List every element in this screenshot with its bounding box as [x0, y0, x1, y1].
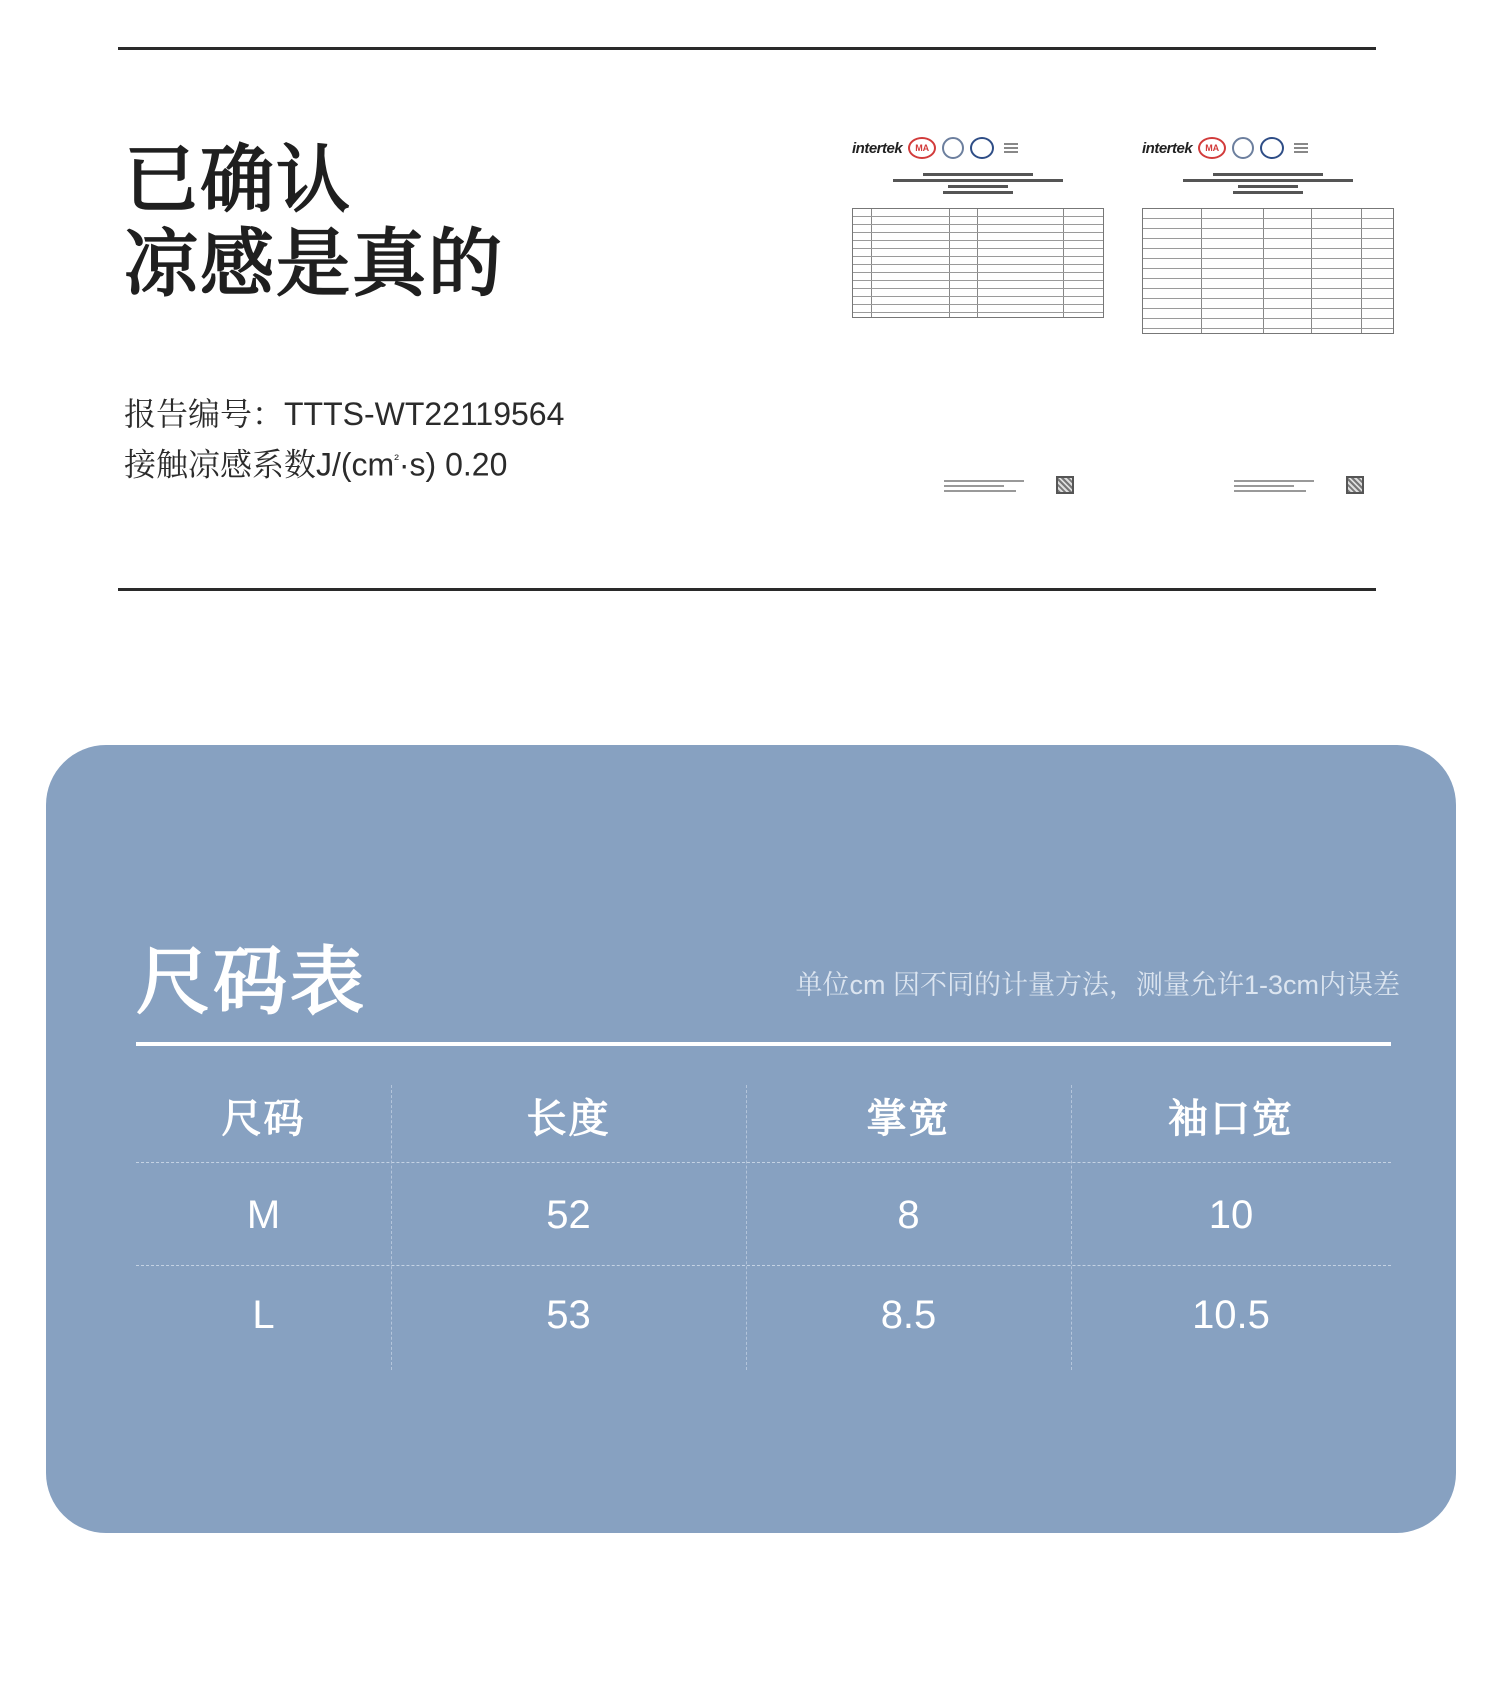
report-header — [852, 135, 1104, 161]
bottom-divider — [118, 588, 1376, 591]
report-title-block — [1142, 173, 1394, 194]
header-palm-width: 掌宽 — [866, 1096, 951, 1141]
cell-palm-width: 8.5 — [880, 1292, 937, 1337]
report-number: 报告编号：TTTS-WT22119564 — [124, 396, 565, 432]
size-chart-title: 尺码表 — [136, 940, 367, 1023]
report-header-text — [1004, 143, 1018, 153]
table-row — [136, 1165, 1391, 1265]
size-table — [136, 1065, 1391, 1415]
cooling-superscript: ² — [394, 451, 399, 467]
cnas-seal-icon — [970, 137, 994, 159]
cell-size: L — [252, 1292, 275, 1337]
size-chart-note: 单位cm 因不同的计量方法，测量允许1-3cm内误差 — [795, 970, 1400, 1000]
size-chart-rule — [136, 1042, 1391, 1046]
header-length: 长度 — [526, 1096, 611, 1141]
report-title-block — [852, 173, 1104, 194]
report-header — [1142, 135, 1394, 161]
headline-line-2: 凉感是真的 — [124, 222, 504, 305]
header-cuff-width: 袖口宽 — [1168, 1096, 1294, 1141]
report-footer — [944, 476, 1104, 500]
intertek-logo: intertek — [852, 139, 903, 157]
cell-cuff-width: 10.5 — [1192, 1292, 1270, 1337]
cell-length: 53 — [546, 1292, 591, 1337]
headline-line-1: 已确认 — [124, 138, 352, 221]
test-info — [124, 392, 564, 488]
top-divider — [118, 47, 1376, 50]
cnas-seal-icon — [1260, 137, 1284, 159]
table-header-row — [136, 1065, 1391, 1165]
table-row — [136, 1265, 1391, 1365]
cooling-label: 接触凉感系数J/(cm — [124, 446, 395, 483]
test-report-image-1 — [852, 135, 1104, 530]
ilac-seal-icon — [1232, 137, 1254, 159]
qr-code-icon — [1346, 476, 1364, 494]
report-table — [1142, 208, 1394, 334]
report-header-text — [1294, 143, 1308, 153]
cooling-value: ·s) 0.20 — [398, 446, 508, 483]
qr-code-icon — [1056, 476, 1074, 494]
header-size: 尺码 — [221, 1096, 306, 1141]
headline — [124, 138, 504, 306]
cell-length: 52 — [546, 1192, 591, 1237]
size-chart-card — [46, 745, 1456, 1533]
ilac-seal-icon — [942, 137, 964, 159]
ma-seal-icon: MA — [908, 137, 936, 159]
cell-size: M — [246, 1192, 281, 1237]
report-footer — [1234, 476, 1394, 500]
cooling-coefficient — [124, 437, 564, 488]
report-table — [852, 208, 1104, 318]
intertek-logo: intertek — [1142, 139, 1193, 157]
cell-palm-width: 8 — [897, 1192, 920, 1237]
cell-cuff-width: 10 — [1208, 1192, 1254, 1237]
test-report-image-2 — [1142, 135, 1394, 530]
ma-seal-icon: MA — [1198, 137, 1226, 159]
